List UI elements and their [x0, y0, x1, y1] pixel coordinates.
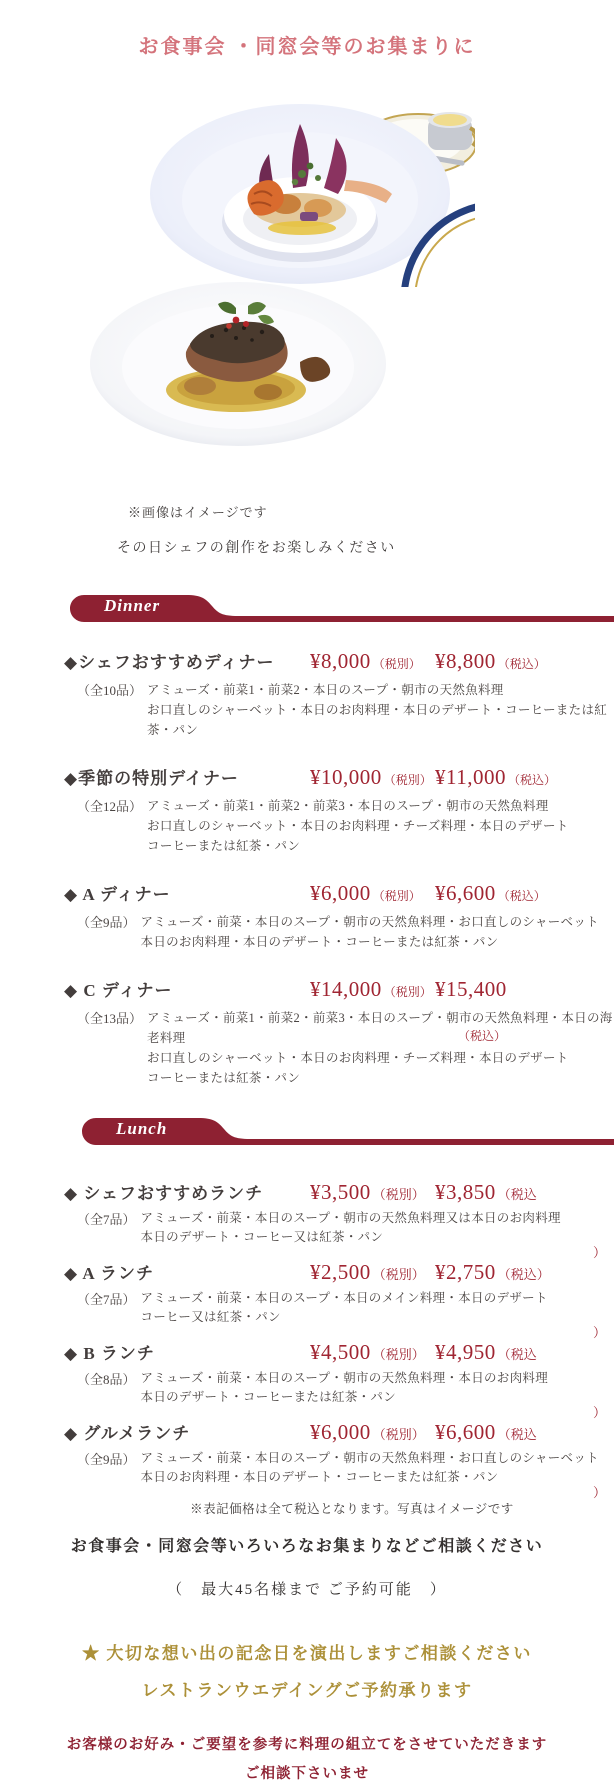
price-tax-included-group [435, 1180, 537, 1205]
menu-item-name: ◆ A ディナー [64, 885, 171, 904]
price-tax-excluded-group [310, 1260, 435, 1285]
menu-item [0, 1259, 614, 1340]
menu-item-name: ◆季節の特別デイナー [64, 769, 239, 788]
consult-note: ご相談下さいませ [245, 1766, 369, 1782]
menu-item-name: ◆シェフおすすめディナー [64, 653, 275, 672]
menu-item-name: ◆ C ディナー [64, 981, 173, 1000]
price-tax-included: ¥4,950 [435, 1340, 496, 1364]
price-tax-excluded: ¥3,500 [310, 1180, 371, 1204]
price-tax-excluded: ¥14,000 [310, 977, 382, 1001]
price-tax-excluded-group [310, 1340, 435, 1365]
course-description: アミューズ・前菜・本日のスープ・朝市の天然魚料理・お口直しのシャーベット 本日のお肉料理・本日のデザート・コーヒーまたは紅茶・パン [140, 1451, 599, 1484]
course-description: アミューズ・前菜1・前菜2・本日のスープ・朝市の天然魚料理 お口直しのシャーベット・本日のお肉料理・本日のデザート・コーヒーまたは紅茶・パン [147, 683, 608, 737]
chef-note: その日シェフの創作をお楽しみください [117, 541, 396, 556]
price-tax-included: ¥15,400 [435, 977, 507, 1001]
tax-included-label: （税込 [497, 1187, 537, 1202]
wrapped-closing-paren: ） [592, 1245, 606, 1260]
dinner-menu-list [0, 648, 614, 1088]
price-tax-excluded-group [310, 649, 435, 674]
image-disclaimer: ※画像はイメージです [128, 505, 268, 520]
tax-excluded-label: （税別） [372, 1347, 425, 1362]
tax-included-label: （税込） [497, 657, 546, 671]
page-header [0, 0, 614, 575]
tax-excluded-label: （税別） [383, 985, 432, 999]
tax-included-label: （税込） [497, 1267, 550, 1282]
course-count: （全7品） [77, 1292, 136, 1307]
tax-excluded-label: （税別） [372, 1267, 425, 1282]
tax-excluded-label: （税別） [372, 1427, 425, 1442]
price-tax-excluded-group [310, 1180, 435, 1205]
menu-item [0, 880, 614, 952]
gathering-consult-note: お食事会・同窓会等いろいろなお集まりなどご相談ください [70, 1538, 544, 1555]
price-tax-excluded: ¥6,000 [310, 881, 371, 905]
price-tax-excluded-group [310, 765, 435, 790]
course-description: アミューズ・前菜・本日のスープ・本日のメイン料理・本日のデザート コーヒー又は紅茶・パン [140, 1291, 548, 1324]
page-title: お食事会 ・同窓会等のお集まりに [138, 36, 476, 58]
course-count: （全7品） [77, 1212, 136, 1227]
menu-item [0, 976, 614, 1088]
wedding-note: レストランウエデイングご予約承ります [141, 1681, 473, 1700]
price-tax-included: ¥2,750 [435, 1260, 496, 1284]
price-tax-included-group [435, 765, 556, 790]
price-tax-excluded: ¥8,000 [310, 649, 371, 673]
wrapped-closing-paren: ） [592, 1485, 606, 1500]
price-tax-excluded: ¥6,000 [310, 1420, 371, 1444]
tax-excluded-label: （税別） [372, 889, 421, 903]
price-tax-excluded-group [310, 977, 435, 1002]
course-description: アミューズ・前菜・本日のスープ・朝市の天然魚料理又は本日のお肉料理 本日のデザート・コーヒー又は紅茶・パン [140, 1211, 561, 1244]
anniversary-note: ★ 大切な想い出の記念日を演出しますご相談ください [82, 1644, 532, 1663]
price-tax-included: ¥3,850 [435, 1180, 496, 1204]
lunch-banner-label: Lunch [116, 1119, 168, 1138]
course-count: （全8品） [77, 1372, 136, 1387]
tax-excluded-label: （税別） [372, 1187, 425, 1202]
course-count: （全10品） [77, 683, 143, 698]
menu-item-name: ◆ A ランチ [64, 1264, 154, 1283]
course-description: アミューズ・前菜1・前菜2・前菜3・本日のスープ・朝市の天然魚料理・本日の海老料理 お口直しのシャーベット・本日のお肉料理・チーズ料理・本日のデザート コーヒーまたは紅茶・パン [147, 1011, 613, 1085]
tax-included-label: （税込） [507, 773, 556, 787]
menu-item-name: ◆ シェフおすすめランチ [64, 1184, 264, 1203]
menu-item-name: ◆ グルメランチ [64, 1424, 191, 1443]
price-tax-included: ¥11,000 [435, 765, 506, 789]
price-tax-included-group [435, 1420, 537, 1445]
course-description: アミューズ・前菜・本日のスープ・朝市の天然魚料理・お口直しのシャーベット 本日のお肉料理・本日のデザート・コーヒーまたは紅茶・パン [140, 915, 599, 949]
tax-included-label: （税込） [457, 1029, 506, 1043]
price-tax-excluded: ¥10,000 [310, 765, 382, 789]
menu-item [0, 648, 614, 740]
menu-item-name: ◆ B ランチ [64, 1344, 155, 1363]
price-tax-included: ¥6,600 [435, 881, 496, 905]
steak-dish-photo [86, 272, 396, 452]
menu-item [0, 1419, 614, 1500]
price-disclaimer: ※表記価格は全て税込となります。写真はイメージです [190, 1502, 514, 1516]
course-description: アミューズ・前菜1・前菜2・前菜3・本日のスープ・朝市の天然魚料理 お口直しのシャーベット・本日のお肉料理・チーズ料理・本日のデザート コーヒーまたは紅茶・パン [147, 799, 569, 853]
wrapped-closing-paren: ） [592, 1405, 606, 1420]
price-tax-excluded: ¥4,500 [310, 1340, 371, 1364]
menu-item [0, 1179, 614, 1260]
tax-included-label: （税込） [497, 889, 546, 903]
menu-item [0, 764, 614, 856]
course-description: アミューズ・前菜・本日のスープ・朝市の天然魚料理・本日のお肉料理 本日のデザート・コーヒーまたは紅茶・パン [140, 1371, 548, 1404]
dinner-banner-label: Dinner [104, 596, 161, 615]
lunch-menu-list [0, 1179, 614, 1500]
price-tax-excluded-group [310, 881, 435, 906]
menu-item [0, 1339, 614, 1420]
wrapped-closing-paren: ） [592, 1325, 606, 1340]
price-tax-included: ¥6,600 [435, 1420, 496, 1444]
price-tax-included: ¥8,800 [435, 649, 496, 673]
course-count: （全9品） [77, 915, 136, 930]
price-tax-excluded-group [310, 1420, 435, 1445]
max-capacity-note: （ 最大45名様まで ご予約可能 ） [167, 1582, 447, 1598]
price-tax-excluded: ¥2,500 [310, 1260, 371, 1284]
tax-included-label: （税込 [497, 1347, 537, 1362]
course-count: （全12品） [77, 799, 143, 814]
custom-menu-note: お客様のお好み・ご要望を参考に料理の組立てをさせていただきます [66, 1737, 548, 1753]
course-count: （全9品） [77, 1452, 136, 1467]
price-tax-included-group [435, 649, 546, 674]
price-tax-included-group [435, 1260, 550, 1285]
tax-excluded-label: （税別） [383, 773, 432, 787]
appetizer-dish-photo [150, 82, 475, 287]
lunch-banner [82, 1118, 614, 1145]
dinner-banner [70, 595, 614, 622]
course-count: （全13品） [77, 1011, 143, 1026]
tax-excluded-label: （税別） [372, 657, 421, 671]
price-tax-included-group [435, 977, 507, 1002]
price-tax-included-group [435, 1340, 537, 1365]
tax-included-label: （税込 [497, 1427, 537, 1442]
price-tax-included-group [435, 881, 546, 906]
